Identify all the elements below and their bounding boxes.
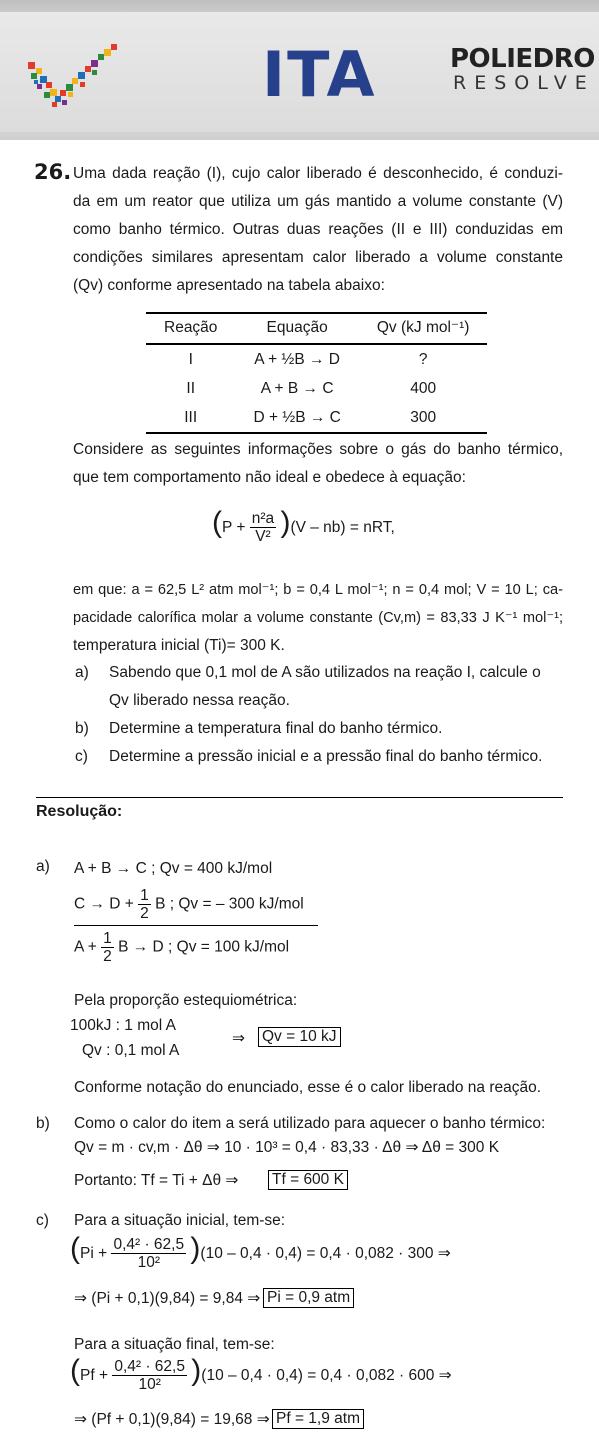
res-b-letter: b) (36, 1115, 50, 1132)
table-cell: ? (418, 350, 428, 368)
res-c-initial-label: Para a situação inicial, tem-se: (74, 1212, 286, 1229)
table-header-row (146, 313, 487, 344)
res-a-reaction-3-left: A + (74, 938, 97, 956)
equation-tail: (V – nb) = nRT, (290, 519, 395, 536)
table-cell: 400 (410, 379, 437, 397)
table-row (146, 374, 487, 403)
half-fraction: $\frac{1}{2}$ (103, 930, 112, 965)
res-b-line-3: Portanto: Tf = Ti + Δθ ⇒ (74, 1172, 239, 1189)
question-line-5: (Qv) conforme apresentado na tabela abaixo: (73, 277, 385, 294)
question-line-3: como banho térmico. Outras duas reações (II e III) conduzidas em (73, 221, 563, 238)
gas-line-2: que tem comportamento não ideal e obedece à equação: (73, 469, 466, 486)
res-c-letter: c) (36, 1212, 49, 1229)
gas-line-1: Considere as seguintes informações sobre o gás do banho térmico, (73, 441, 563, 458)
res-b-line-1: Como o calor do item a será utilizado para aquecer o banho térmico: (74, 1115, 546, 1132)
pressure-fraction (112, 1358, 187, 1393)
resolution-title: Resolução: (36, 803, 123, 820)
item-a-text-2: Qv liberado nessa reação. (109, 692, 290, 709)
res-a-note: Conforme notação do enunciado, esse é o calor liberado na reação. (74, 1079, 542, 1096)
pf-term: Pf + (80, 1367, 109, 1384)
res-a-reaction-3-right: B → D ; Qv = 100 kJ/mol (118, 938, 290, 956)
page-header (0, 0, 599, 140)
res-a-letter: a) (36, 858, 50, 875)
res-c-initial-answer: Pi = 0,9 atm (263, 1288, 354, 1308)
table-cell: I (188, 350, 193, 368)
res-c-final-rest: (10 – 0,4 · 0,4) = 0,4 · 0,082 · 600 ⇒ (201, 1367, 452, 1384)
res-c-initial-rest: (10 – 0,4 · 0,4) = 0,4 · 0,082 · 300 ⇒ (200, 1245, 451, 1262)
table-row (146, 403, 487, 433)
pi-term: Pi + (80, 1245, 108, 1262)
table-row (146, 344, 487, 374)
brand-subtitle: RESOLVE (453, 72, 595, 94)
item-c-letter: c) (75, 748, 88, 765)
res-b-answer: Tf = 600 K (268, 1170, 348, 1190)
table-cell: A + B → C (260, 379, 334, 397)
question-line-4: condições similares apresentam calor liberado a volume constante (73, 249, 563, 266)
res-c-initial-equation: (Pi + $\frac{\text{0,4² · 62,5}}{\text{10²}}$ )(10 – 0,4 · 0,4) = 0,4 · 0,082 · 300 ⇒ (70, 1232, 451, 1272)
fraction-numerator: 0,4² · 62,5 (114, 1358, 185, 1376)
res-a-reaction-2-right: B ; Qv = – 300 kJ/mol (155, 895, 304, 913)
res-c-final-answer: Pf = 1,9 atm (272, 1409, 364, 1429)
res-a-proportion-label: Pela proporção estequiométrica: (74, 992, 298, 1009)
table-cell: A + ½B → D (254, 350, 341, 368)
data-line-1: em que: a = 62,5 L² atm mol⁻¹; b = 0,4 L mol⁻¹; n = 0,4 mol; V = 10 L; ca- (73, 582, 563, 598)
item-a-letter: a) (75, 664, 89, 681)
res-a-answer: Qv = 10 kJ (258, 1027, 341, 1047)
fraction-denominator: 10² (137, 1254, 160, 1272)
equation-fraction: $\frac{\text{n²a}}{\text{V²}}$ (251, 510, 275, 546)
res-a-proportion-1: 100kJ : 1 mol A (70, 1017, 176, 1034)
table-header: Reação (146, 313, 235, 344)
data-line-2: pacidade calorífica molar a volume constante (Cv,m) = 83,33 J K⁻¹ mol⁻¹; (73, 610, 563, 626)
table-header: Equação (235, 313, 358, 344)
reaction-table (146, 312, 487, 434)
van-der-waals-equation: (P + $\frac{\text{n²a}}{\text{V²}}$ )(V – nb) = nRT, (212, 506, 395, 546)
table-header: Qv (kJ mol⁻¹) (359, 313, 488, 344)
res-a-proportion-2: Qv : 0,1 mol A (82, 1042, 180, 1059)
res-c-final-equation: (Pf + $\frac{\text{0,4² · 62,5}}{\text{10²}}$ )(10 – 0,4 · 0,4) = 0,4 · 0,082 · 600 ⇒ (70, 1354, 452, 1394)
res-c-initial-line-2: ⇒ (Pi + 0,1)(9,84) = 9,84 ⇒ (74, 1290, 261, 1307)
item-c-text: Determine a pressão inicial e a pressão final do banho térmico. (109, 748, 543, 765)
question-line-1: Uma dada reação (I), cujo calor liberado é desconhecido, é conduzi- (73, 165, 563, 182)
section-divider (36, 797, 563, 798)
question-number: 26. (34, 160, 72, 184)
res-c-final-line-2: ⇒ (Pf + 0,1)(9,84) = 19,68 ⇒ (74, 1411, 270, 1428)
question-line-2: da em um reator que utiliza um gás mantido a volume constante (V) (73, 193, 563, 210)
sum-line (74, 925, 318, 926)
data-line-3: temperatura inicial (Ti)= 300 K. (73, 637, 285, 654)
fraction-numerator: 0,4² · 62,5 (113, 1236, 185, 1254)
item-b-letter: b) (75, 720, 89, 737)
pressure-fraction (111, 1236, 186, 1271)
table-cell: II (186, 379, 196, 397)
exam-title: ITA (262, 38, 377, 111)
res-b-line-2: Qv = m · cv,m · Δθ ⇒ 10 · 10³ = 0,4 · 83,33 · Δθ ⇒ Δθ = 300 K (74, 1139, 500, 1156)
table-cell: 300 (359, 403, 488, 433)
half-fraction: $\frac{1}{2}$ (140, 887, 149, 922)
brand-check-logo (22, 40, 132, 120)
item-b-text: Determine a temperatura final do banho térmico. (109, 720, 443, 737)
res-a-reaction-1: A + B → C ; Qv = 400 kJ/mol (74, 860, 273, 877)
brand-name: POLIEDRO (450, 44, 595, 74)
item-a-text: Sabendo que 0,1 mol de A são utilizados na reação I, calcule o (109, 664, 541, 681)
res-c-final-label: Para a situação final, tem-se: (74, 1336, 275, 1353)
fraction-denominator: 10² (138, 1376, 161, 1394)
res-a-reaction-2 (74, 887, 304, 927)
res-a-reaction-2-left: C → D + (74, 895, 134, 913)
implies-arrow: ⇒ (232, 1030, 245, 1047)
table-cell: III (146, 403, 235, 433)
table-cell: D + ½B → C (235, 403, 358, 433)
res-a-reaction-3 (74, 930, 289, 970)
